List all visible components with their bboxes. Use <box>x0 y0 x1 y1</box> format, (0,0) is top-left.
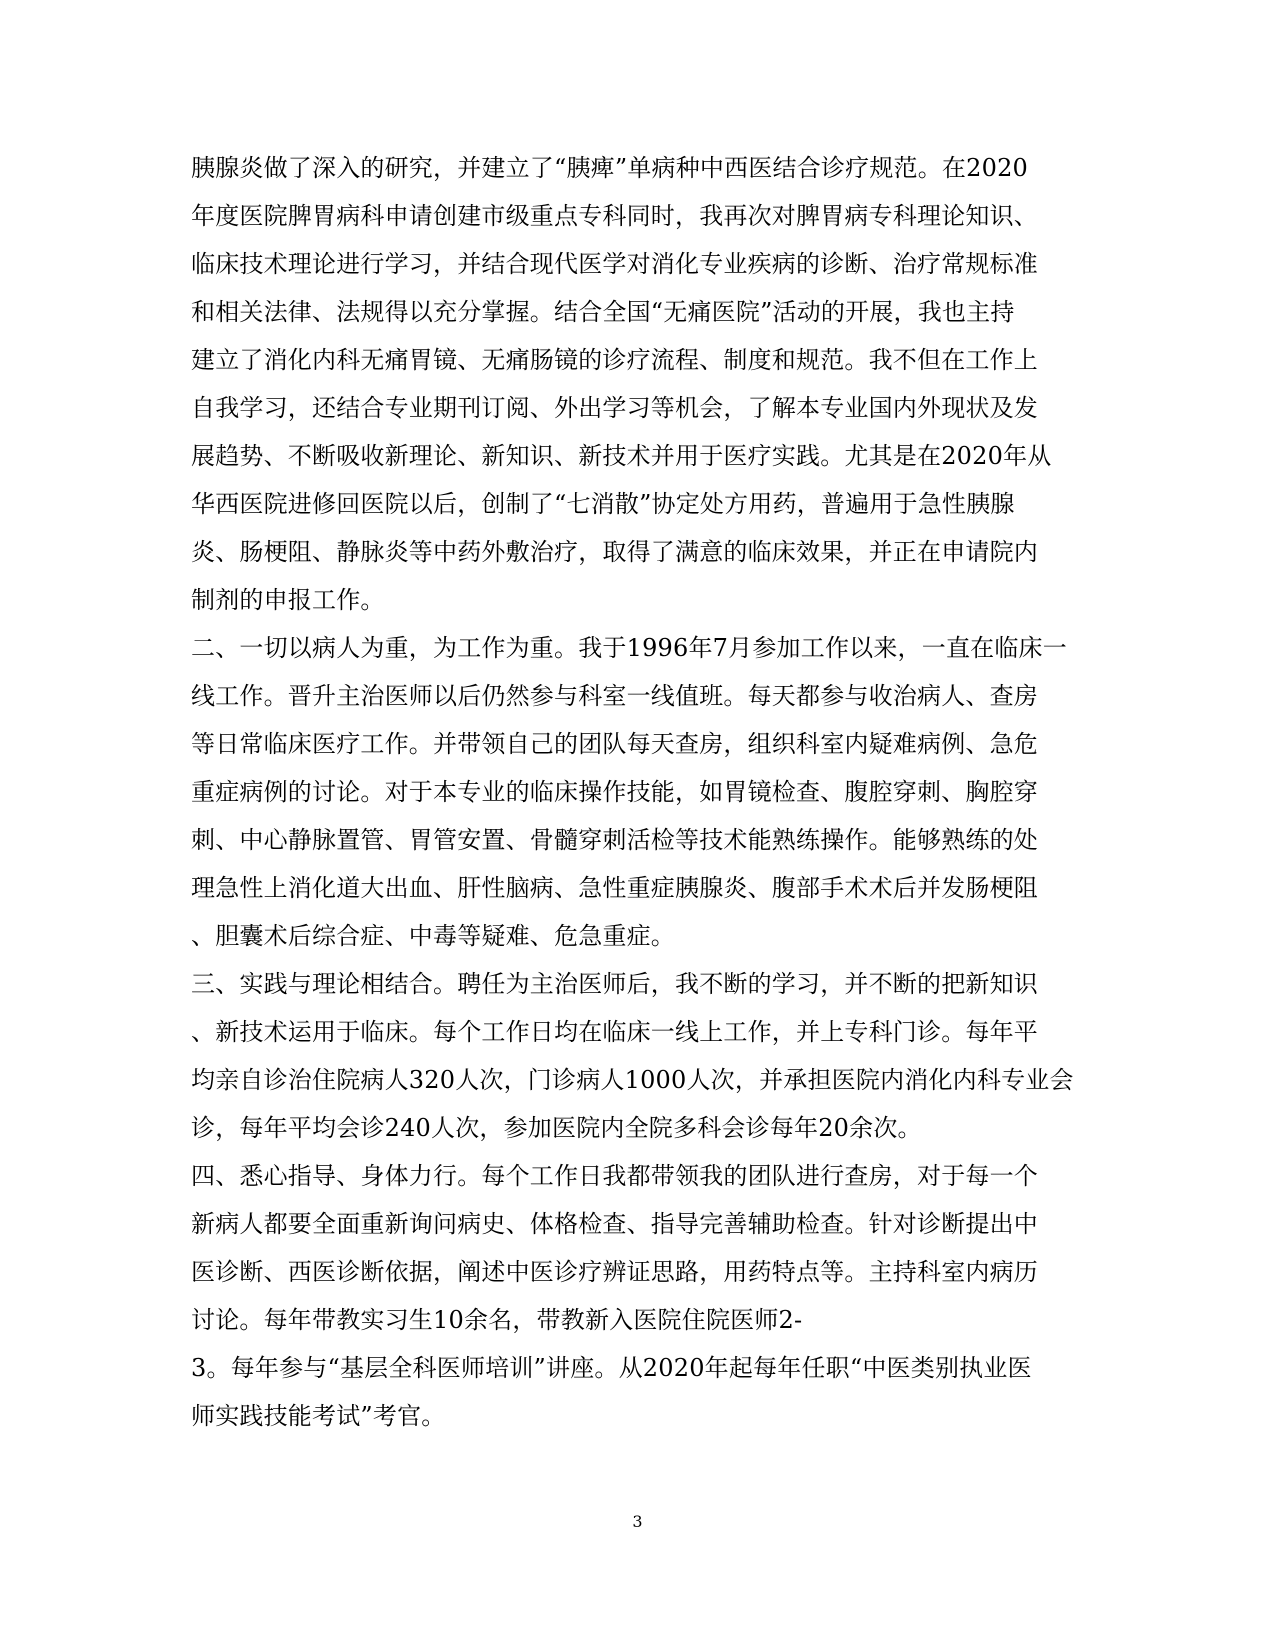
text-line: 医诊断、西医诊断依据，阐述中医诊疗辨证思路，用药特点等。主持科室内病历 <box>191 1258 1038 1286</box>
text-line: 重症病例的讨论。对于本专业的临床操作技能，如胃镜检查、腹腔穿刺、胸腔穿 <box>191 778 1038 806</box>
text-line: 展趋势、不断吸收新理论、新知识、新技术并用于医疗实践。尤其是在2020年从 <box>191 442 1052 470</box>
text-line: 建立了消化内科无痛胃镜、无痛肠镜的诊疗流程、制度和规范。我不但在工作上 <box>191 346 1038 374</box>
text-line: 四、悉心指导、身体力行。每个工作日我都带领我的团队进行查房，对于每一个 <box>191 1162 1038 1190</box>
text-line: 和相关法律、法规得以充分掌握。结合全国“无痛医院”活动的开展，我也主持 <box>191 298 1015 326</box>
text-line: 均亲自诊治住院病人320人次，门诊病人1000人次，并承担医院内消化内科专业会 <box>191 1066 1074 1094</box>
text-line: 、胆囊术后综合症、中毒等疑难、危急重症。 <box>191 922 675 950</box>
text-line: 自我学习，还结合专业期刊订阅、外出学习等机会，了解本专业国内外现状及发 <box>191 394 1038 422</box>
text-line: 等日常临床医疗工作。并带领自己的团队每天查房，组织科室内疑难病例、急危 <box>191 730 1038 758</box>
text-line: 二、一切以病人为重，为工作为重。我于1996年7月参加工作以来，一直在临床一 <box>191 634 1067 662</box>
text-line: 讨论。每年带教实习生10余名，带教新入医院住院医师2- <box>191 1306 803 1334</box>
text-line: 线工作。晋升主治医师以后仍然参与科室一线值班。每天都参与收治病人、查房 <box>191 682 1038 710</box>
text-line: 年度医院脾胃病科申请创建市级重点专科同时，我再次对脾胃病专科理论知识、 <box>191 202 1038 230</box>
text-line: 刺、中心静脉置管、胃管安置、骨髓穿刺活检等技术能熟练操作。能够熟练的处 <box>191 826 1038 854</box>
text-line: 三、实践与理论相结合。聘任为主治医师后，我不断的学习，并不断的把新知识 <box>191 970 1038 998</box>
text-line: 诊，每年平均会诊240人次，参加医院内全院多科会诊每年20余次。 <box>191 1114 922 1142</box>
text-line: 新病人都要全面重新询问病史、体格检查、指导完善辅助检查。针对诊断提出中 <box>191 1210 1038 1238</box>
text-line: 华西医院进修回医院以后，创制了“七消散”协定处方用药，普遍用于急性胰腺 <box>191 490 1015 518</box>
text-line: 胰腺炎做了深入的研究，并建立了“胰痺”单病种中西医结合诊疗规范。在2020 <box>191 154 1029 182</box>
text-line: 、新技术运用于临床。每个工作日均在临床一线上工作，并上专科门诊。每年平 <box>191 1018 1038 1046</box>
text-line: 制剂的申报工作。 <box>191 586 385 614</box>
text-line: 理急性上消化道大出血、肝性脑病、急性重症胰腺炎、腹部手术术后并发肠梗阻 <box>191 874 1038 902</box>
text-line: 临床技术理论进行学习，并结合现代医学对消化专业疾病的诊断、治疗常规标准 <box>191 250 1038 278</box>
page-number: 3 <box>632 1512 643 1531</box>
text-line: 师实践技能考试”考官。 <box>191 1402 446 1430</box>
text-line: 3。每年参与“基层全科医师培训”讲座。从2020年起每年任职“中医类别执业医 <box>191 1354 1032 1382</box>
text-line: 炎、肠梗阻、静脉炎等中药外敷治疗，取得了满意的临床效果，并正在申请院内 <box>191 538 1038 566</box>
